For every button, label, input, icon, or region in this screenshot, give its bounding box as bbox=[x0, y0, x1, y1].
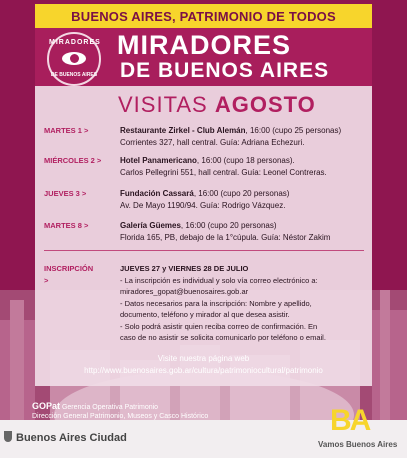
visits-heading bbox=[118, 92, 316, 118]
inscription-line: caso de no asistir se solicita comunicarlo por teléfono o email. bbox=[120, 333, 326, 342]
banner-text: BUENOS AIRES, PATRIMONIO DE TODOS bbox=[71, 8, 336, 24]
venue-time: , 16:00 (cupo 25 personas) bbox=[245, 126, 342, 135]
inscription-dates: JUEVES 27 y VIERNES 28 DE JULIO bbox=[120, 264, 249, 273]
main-title: MIRADORES bbox=[117, 30, 292, 60]
miradores-logo bbox=[47, 32, 101, 86]
schedule-date: MIÉRCOLES 2 > bbox=[44, 156, 102, 165]
venue-address: Carlos Pellegrini 551, hall central. Guía: Leonel Contreras. bbox=[120, 168, 327, 177]
eye-icon bbox=[62, 52, 86, 65]
inscription-line: documento, teléfono y mirador al que desea asistir. bbox=[120, 310, 290, 319]
sub-title: DE BUENOS AIRES bbox=[120, 59, 330, 82]
title-block bbox=[35, 28, 372, 86]
venue-name: Hotel Panamericano bbox=[120, 156, 197, 165]
venue-name: Galería Güemes bbox=[120, 221, 181, 230]
visits-label: VISITAS bbox=[118, 92, 208, 117]
top-banner bbox=[35, 4, 372, 28]
gopat-brand: GOPat bbox=[32, 401, 61, 411]
inscription-label: INSCRIPCIÓN > bbox=[44, 264, 94, 285]
venue-address: Florida 165, PB, debajo de la 1°cúpula. Guía: Néstor Zakim bbox=[120, 233, 331, 242]
city-shield-icon bbox=[4, 431, 12, 442]
schedule-date: MARTES 1 > bbox=[44, 126, 89, 135]
venue-name: Restaurante Zirkel - Club Alemán bbox=[120, 126, 246, 135]
web-link[interactable]: http://www.buenosaires.gob.ar/cultura/patrimoniocultural/patrimonio bbox=[84, 366, 323, 375]
schedule-date: MARTES 8 > bbox=[44, 221, 89, 230]
gopat-credit bbox=[32, 402, 208, 421]
venue-time: , 16:00 (cupo 18 personas). bbox=[196, 156, 295, 165]
ba-logo: BA bbox=[330, 404, 370, 437]
gopat-name: Gerencia Operativa Patrimonio bbox=[60, 404, 159, 411]
logo-top-text: MIRADORES bbox=[49, 39, 101, 46]
venue-name: Fundación Cassará bbox=[120, 189, 194, 198]
inscription-line: - La inscripción es individual y solo vía correo electrónico a: bbox=[120, 275, 318, 285]
inscription-line: - Datos necesarios para la inscripción: Nombre y apellido, bbox=[120, 298, 312, 308]
gopat-direction: Dirección General Patrimonio, Museos y Casco Histórico bbox=[32, 413, 209, 420]
venue-time: , 16:00 (cupo 20 personas) bbox=[180, 221, 277, 230]
city-name: Buenos Aires Ciudad bbox=[16, 432, 127, 444]
divider bbox=[44, 250, 364, 251]
venue-time: , 16:00 (cupo 20 personas) bbox=[193, 189, 290, 198]
venue-address: Av. De Mayo 1190/94. Guía: Rodrigo Vázquez. bbox=[120, 201, 286, 210]
slogan: Vamos Buenos Aires bbox=[318, 440, 398, 449]
logo-bottom-text: DE BUENOS AIRES bbox=[50, 72, 98, 78]
inscription-line: - Solo podrá asistir quien reciba correo de confirmación. En bbox=[120, 321, 318, 331]
schedule-date: JUEVES 3 > bbox=[44, 189, 87, 198]
month-label: AGOSTO bbox=[214, 92, 316, 117]
web-label: Visite nuestra página web bbox=[157, 354, 250, 363]
venue-address: Corrientes 327, hall central. Guía: Adriana Echezuri. bbox=[120, 138, 305, 147]
inscription-email: miradores_gopat@buenosaires.gob.ar bbox=[120, 287, 249, 296]
